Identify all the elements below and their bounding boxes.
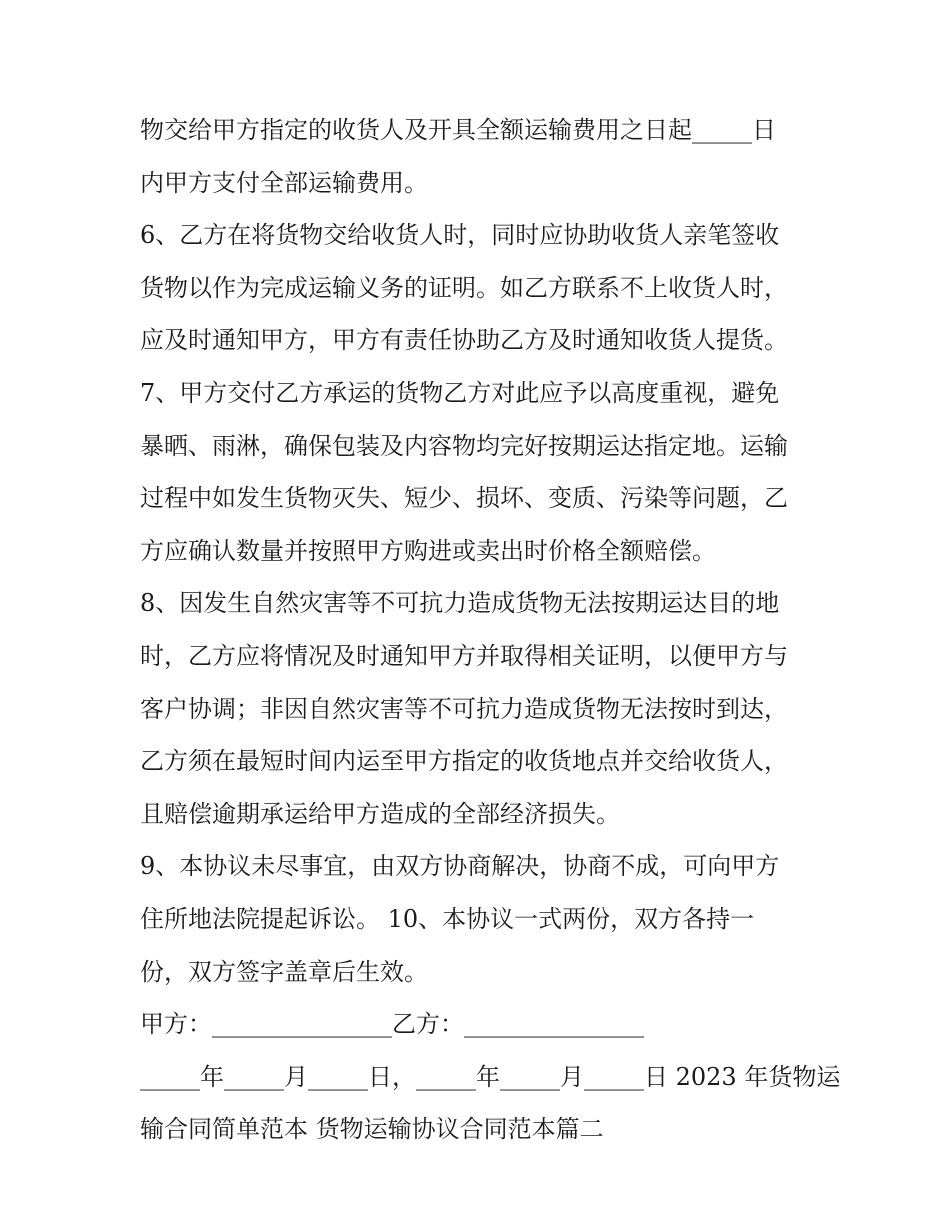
text-line: 客户协调；非因自然灾害等不可抗力造成货物无法按时到达， [140,694,788,723]
text-line: 输合同简单范本 货物运输协议合同范本篇二 [140,1115,604,1144]
text-line: 9、本协议未尽事宜，由双方协商解决，协商不成，可向甲方 [140,852,780,881]
text-line: 份，双方签字盖章后生效。 [140,957,428,986]
text-line: 暴晒、雨淋，确保包装及内容物均完好按期运达指定地。运输 [140,431,788,460]
text-line: 7、甲方交付乙方承运的货物乙方对此应予以高度重视，避免 [140,378,780,407]
text-line: 住所地法院提起诉讼。 10、本协议一式两份，双方各持一 [140,904,755,933]
text-line: 时，乙方应将情况及时通知甲方并取得相关证明，以便甲方与 [140,641,788,670]
text-line: 且赔偿逾期承运给甲方造成的全部经济损失。 [140,799,620,828]
document-body [140,104,841,1156]
text-line: 方应确认数量并按照甲方购进或卖出时价格全额赔偿。 [140,536,716,565]
text-line: 过程中如发生货物灭失、短少、损坏、变质、污染等问题，乙 [140,484,788,513]
text-line: 货物以作为完成运输义务的证明。如乙方联系不上收货人时， [140,273,788,302]
text-line: 物交给甲方指定的收货人及开具全额运输费用之日起_____日 [140,116,776,144]
signature-line: 甲方：_______________乙方：_______________ [140,1010,644,1039]
text-line: 6、乙方在将货物交给收货人时，同时应协助收货人亲笔签收 [140,221,780,250]
date-line: _____年_____月_____日，_____年_____月_____日 2023 年货物运 [140,1062,841,1091]
text-line: 乙方须在最短时间内运至甲方指定的收货地点并交给收货人， [140,747,788,776]
text-line: 8、因发生自然灾害等不可抗力造成货物无法按期运达目的地 [140,589,780,618]
text-line: 应及时通知甲方，甲方有责任协助乙方及时通知收货人提货。 [140,326,788,355]
text-line: 内甲方支付全部运输费用。 [140,168,428,197]
